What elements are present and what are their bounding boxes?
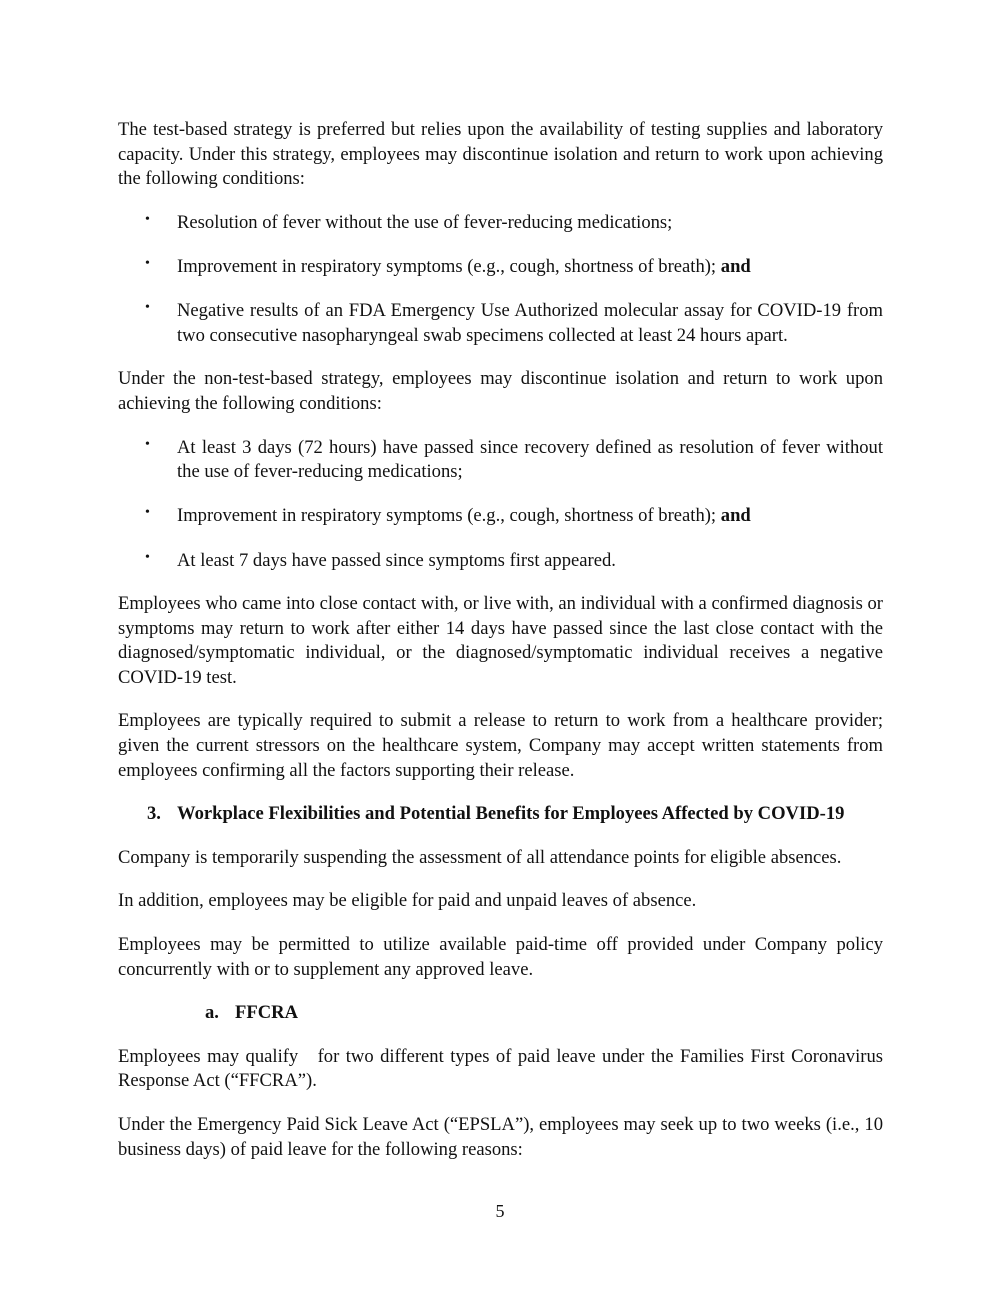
- section-number: 3.: [147, 803, 161, 825]
- subsection-title: FFCRA: [235, 1002, 298, 1024]
- list-item: [118, 504, 883, 529]
- list-item: [118, 436, 883, 485]
- paragraph-leave-eligibility: In addition, employees may be eligible for paid and unpaid leaves of absence.: [118, 890, 697, 912]
- bullet-icon: •: [145, 436, 150, 452]
- list-item: [118, 255, 883, 280]
- paragraph-epsla: Under the Emergency Paid Sick Leave Act (“EPSLA”), employees may seek up to two weeks (i.e., 10 business days) of paid leave for the following reasons:: [118, 1114, 883, 1160]
- subsection-a-heading: [118, 1001, 883, 1026]
- list-item-text: Resolution of fever without the use of fever-reducing medications;: [177, 211, 673, 233]
- bullet-icon: •: [145, 549, 150, 565]
- document-page: [118, 118, 888, 1181]
- test-based-conditions-list: [118, 211, 883, 349]
- list-item-text: Improvement in respiratory symptoms (e.g., cough, shortness of breath);: [177, 255, 717, 277]
- list-item-text: At least 7 days have passed since symptoms first appeared.: [177, 549, 616, 571]
- list-item-text: Negative results of an FDA Emergency Use Authorized molecular assay for COVID-19 from two consecutive nasopharyngeal swab specimens collected at least 24 hours apart.: [177, 300, 883, 346]
- list-item-bold-conjunction: and: [720, 505, 751, 527]
- subsection-letter: a.: [205, 1002, 219, 1024]
- list-item-text: At least 3 days (72 hours) have passed since recovery defined as resolution of fever without the use of fever-reducing medications;: [177, 436, 883, 483]
- bullet-icon: •: [145, 211, 150, 227]
- paragraph-attendance-points: Company is temporarily suspending the assessment of all attendance points for eligible absences.: [118, 846, 842, 868]
- paragraph-paid-time-off: Employees may be permitted to utilize available paid-time off provided under Company policy concurrently with or to supplement any approved leave.: [118, 934, 883, 980]
- paragraph-test-based-strategy: The test-based strategy is preferred but relies upon the availability of testing supplies and laboratory capacity. Under this strategy, employees may discontinue isolation and return to work upon achieving the following conditions:: [118, 119, 883, 190]
- page-number: 5: [495, 1201, 505, 1221]
- list-item: [118, 211, 883, 236]
- paragraph-release-to-work: Employees are typically required to submit a release to return to work from a healthcare provider; given the current stressors on the healthcare system, Company may accept written statements from employees confirming all the factors supporting their release.: [118, 710, 883, 781]
- bullet-icon: •: [145, 255, 150, 271]
- list-item-text: Improvement in respiratory symptoms (e.g., cough, shortness of breath);: [177, 505, 717, 527]
- section-title: Workplace Flexibilities and Potential Benefits for Employees Affected by COVID-19: [177, 803, 845, 825]
- bullet-icon: •: [145, 300, 150, 316]
- paragraph-close-contact: Employees who came into close contact with, or live with, an individual with a confirmed diagnosis or symptoms may return to work after either 14 days have passed since the last close contact with the diagnosed/symptomatic individual, or the diagnosed/symptomatic individual receives a negative COVID-19 test.: [118, 593, 883, 688]
- paragraph-ffcra-intro: Employees may qualify for two different types of paid leave under the Families First Coronavirus Response Act (“FFCRA”).: [118, 1045, 888, 1092]
- section-3-heading: [118, 802, 883, 827]
- list-item: [118, 299, 883, 348]
- list-item-bold-conjunction: and: [720, 255, 751, 277]
- non-test-based-conditions-list: [118, 436, 883, 574]
- bullet-icon: •: [145, 505, 150, 521]
- paragraph-non-test-based-strategy: Under the non-test-based strategy, employees may discontinue isolation and return to work upon achieving the following conditions:: [118, 368, 883, 414]
- list-item: [118, 549, 883, 574]
